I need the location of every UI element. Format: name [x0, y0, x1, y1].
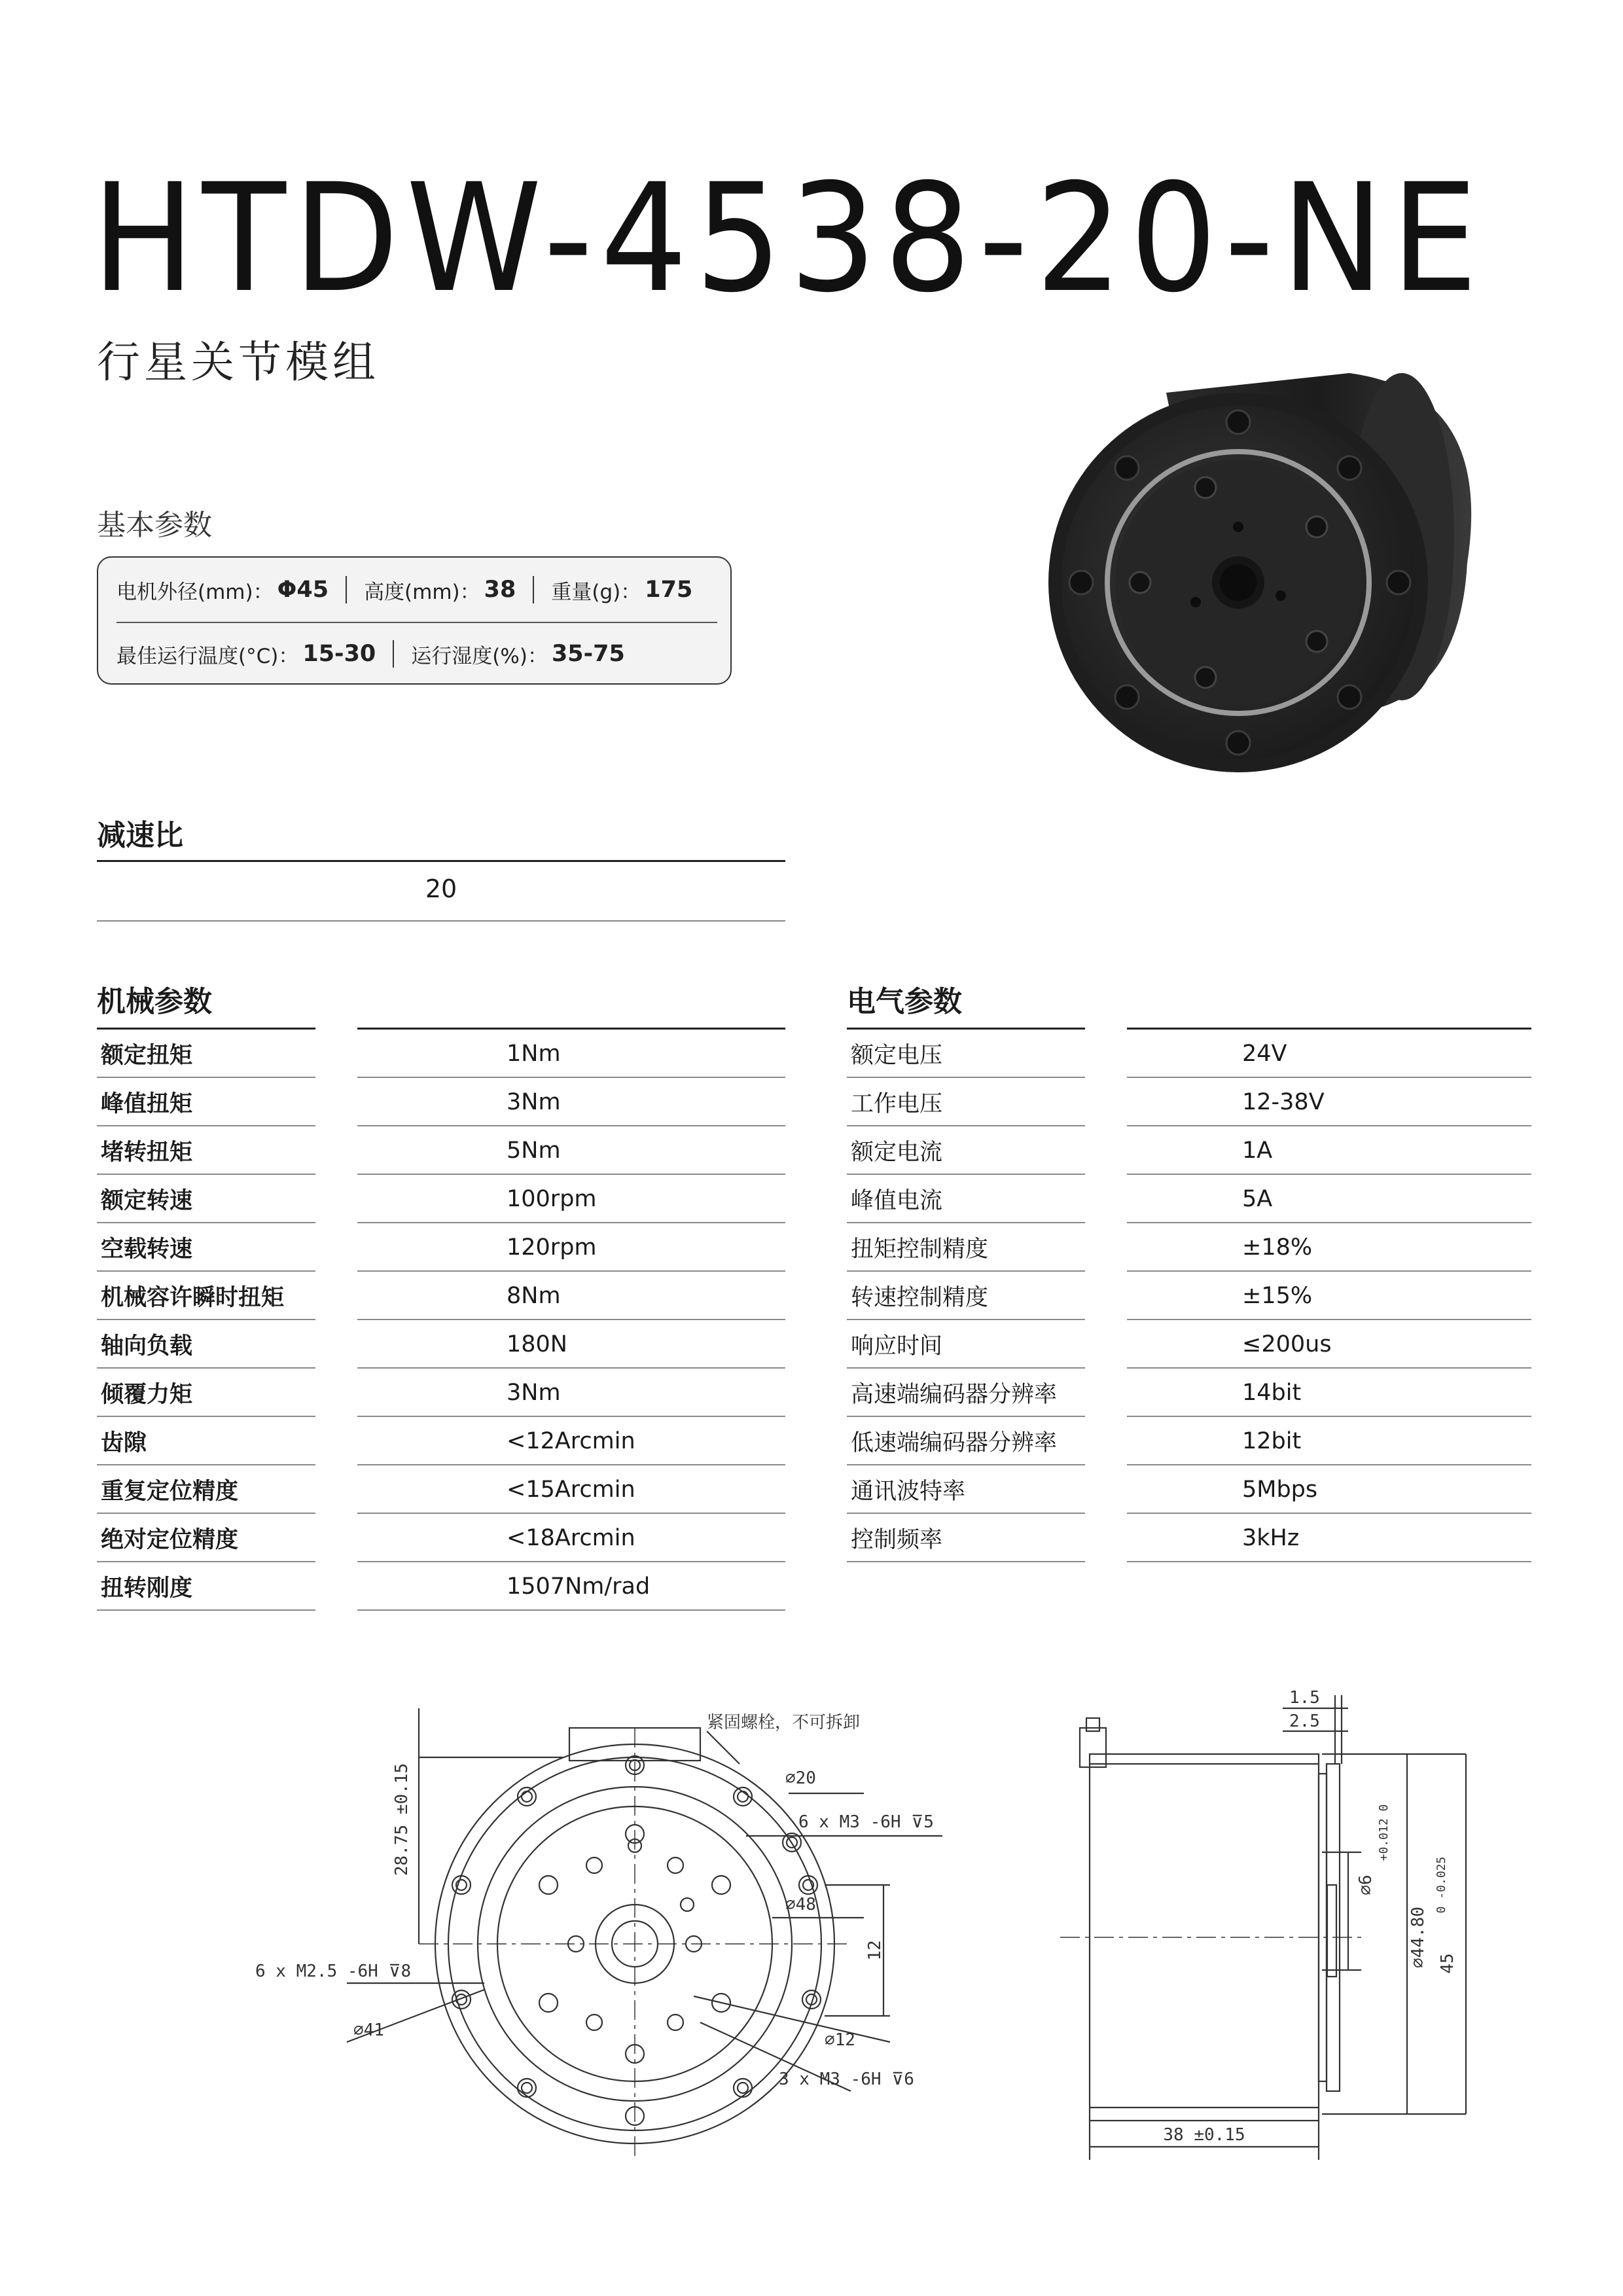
product-subtitle: 行星关节模组	[97, 337, 380, 387]
ratio-bottom-rule	[97, 920, 785, 922]
electrical-table	[847, 1028, 1531, 1571]
basic-params-row-2	[116, 622, 717, 686]
table-row	[847, 1078, 1531, 1126]
model-title: HTDW-4538-20-NE	[92, 151, 1486, 325]
param-label: 转速控制精度	[851, 1285, 989, 1311]
param-value: 100rpm	[507, 1186, 597, 1212]
d41-label: ⌀41	[353, 2020, 384, 2040]
operating-humidity-value: 35-75	[551, 641, 625, 667]
motor-diameter-label: 电机外径(mm)：	[116, 580, 274, 604]
weight-label: 重量(g)：	[551, 580, 641, 604]
divider	[346, 576, 347, 603]
table-row	[847, 1272, 1531, 1320]
dim-2-5: 2.5	[1289, 1712, 1320, 1731]
d4480-label: ⌀44.80	[1408, 1907, 1428, 1968]
param-label: 低速端编码器分辨率	[851, 1430, 1058, 1456]
table-row	[97, 1514, 785, 1562]
row-divider	[847, 1561, 1085, 1562]
param-value: 120rpm	[507, 1234, 597, 1261]
dim-12-label: 12	[865, 1940, 885, 1961]
param-label: 额定转速	[101, 1188, 193, 1214]
mechanical-table	[97, 1028, 785, 1617]
height-label: 高度(mm)：	[364, 580, 480, 604]
param-label: 额定电流	[851, 1139, 943, 1166]
table-row	[847, 1320, 1531, 1369]
table-row	[847, 1175, 1531, 1223]
length-38-dim: 38 ±0.15	[1163, 2125, 1245, 2145]
table-row	[97, 1465, 785, 1514]
param-value: 3kHz	[1242, 1525, 1300, 1551]
param-value: 24V	[1242, 1041, 1287, 1067]
param-value: 5A	[1242, 1186, 1273, 1212]
param-label: 扭转刚度	[101, 1575, 193, 1602]
param-value: 3Nm	[507, 1380, 561, 1406]
param-value: ±18%	[1242, 1234, 1313, 1261]
param-value: <12Arcmin	[507, 1428, 635, 1454]
mechanical-heading: 机械参数	[97, 985, 212, 1018]
divider	[393, 640, 394, 668]
param-value: <18Arcmin	[507, 1525, 635, 1551]
m25-8-label: 6 x M2.5 -6H ⊽8	[255, 1962, 412, 1981]
d6-label: ⌀6	[1356, 1874, 1376, 1895]
basic-params-box	[97, 556, 732, 685]
table-row	[847, 1126, 1531, 1175]
d48-label: ⌀48	[785, 1895, 816, 1914]
d45-label: 45	[1438, 1953, 1457, 1974]
param-label: 堵转扭矩	[101, 1139, 193, 1166]
param-label: 控制频率	[851, 1527, 943, 1553]
param-label: 额定电压	[851, 1043, 943, 1069]
table-row	[847, 1223, 1531, 1272]
table-row	[97, 1030, 785, 1078]
operating-humidity	[411, 639, 625, 669]
param-value: 12bit	[1242, 1428, 1302, 1454]
dim-1-5: 1.5	[1289, 1688, 1320, 1708]
param-value: 5Nm	[507, 1138, 561, 1164]
ratio-top-rule	[97, 860, 785, 862]
table-row	[97, 1562, 785, 1611]
param-label: 倾覆力矩	[101, 1382, 193, 1408]
bolt-note: 紧固螺栓，不可拆卸	[707, 1713, 861, 1732]
param-value: 5Mbps	[1242, 1477, 1318, 1503]
table-row	[97, 1175, 785, 1223]
param-value: ±15%	[1242, 1283, 1313, 1309]
param-label: 空载转速	[101, 1236, 193, 1263]
table-row	[847, 1030, 1531, 1078]
row-divider	[97, 1609, 315, 1611]
product-image	[1042, 367, 1493, 772]
basic-params-heading: 基本参数	[97, 509, 212, 542]
weight-value: 175	[645, 577, 693, 603]
electrical-heading: 电气参数	[847, 985, 962, 1018]
param-label: 绝对定位精度	[101, 1527, 239, 1553]
param-value: 1507Nm/rad	[507, 1573, 651, 1600]
param-value: 1A	[1242, 1138, 1273, 1164]
operating-temperature	[116, 639, 376, 669]
param-label: 机械容许瞬时扭矩	[101, 1285, 285, 1311]
technical-drawing	[236, 1688, 1466, 2145]
param-label: 响应时间	[851, 1333, 943, 1359]
height-value: 38	[484, 577, 516, 603]
front-height-dim: 28.75 ±0.15	[392, 1763, 412, 1876]
operating-humidity-label: 运行湿度(%)：	[411, 644, 548, 668]
table-row	[97, 1223, 785, 1272]
param-label: 齿隙	[101, 1430, 147, 1456]
weight	[551, 575, 692, 605]
param-value: <15Arcmin	[507, 1477, 635, 1503]
divider	[533, 576, 534, 603]
param-label: 额定扭矩	[101, 1043, 193, 1069]
motor-diameter	[116, 575, 329, 605]
table-row	[847, 1465, 1531, 1514]
table-row	[847, 1514, 1531, 1562]
basic-params-row-1	[116, 558, 717, 623]
param-label: 轴向负载	[101, 1333, 193, 1359]
param-label: 通讯波特率	[851, 1479, 966, 1505]
operating-temperature-value: 15-30	[302, 641, 376, 667]
row-divider	[1127, 1561, 1531, 1562]
param-label: 峰值电流	[851, 1188, 943, 1214]
param-label: 重复定位精度	[101, 1479, 239, 1505]
table-row	[847, 1369, 1531, 1417]
param-value: ≤200us	[1242, 1331, 1332, 1357]
param-label: 扭矩控制精度	[851, 1236, 989, 1263]
table-row	[97, 1126, 785, 1175]
d20-label: ⌀20	[785, 1768, 816, 1788]
param-value: 14bit	[1242, 1380, 1302, 1406]
table-row	[97, 1417, 785, 1465]
d12-label: ⌀12	[825, 2030, 855, 2050]
row-divider	[357, 1609, 785, 1611]
param-value: 12-38V	[1242, 1089, 1325, 1115]
height	[364, 575, 516, 605]
param-label: 工作电压	[851, 1091, 943, 1117]
d6-tolerance: +0.012 0	[1377, 1804, 1391, 1861]
table-row	[97, 1320, 785, 1369]
ratio-value: 20	[425, 874, 457, 903]
param-value: 1Nm	[507, 1041, 561, 1067]
param-label: 高速端编码器分辨率	[851, 1382, 1058, 1408]
m3-5-label: 6 x M3 -6H ⊽5	[798, 1812, 934, 1832]
param-label: 峰值扭矩	[101, 1091, 193, 1117]
param-value: 180N	[507, 1331, 567, 1357]
ratio-heading: 减速比	[97, 819, 183, 852]
operating-temperature-label: 最佳运行温度(°C)：	[116, 644, 299, 668]
motor-diameter-value: Φ45	[277, 577, 329, 603]
m3-6-label: 3 x M3 -6H ⊽6	[779, 2070, 914, 2089]
table-row	[847, 1417, 1531, 1465]
table-row	[97, 1369, 785, 1417]
table-row	[97, 1272, 785, 1320]
param-value: 3Nm	[507, 1089, 561, 1115]
param-value: 8Nm	[507, 1283, 561, 1309]
d45-tolerance: 0 -0.025	[1435, 1856, 1448, 1914]
table-row	[97, 1078, 785, 1126]
